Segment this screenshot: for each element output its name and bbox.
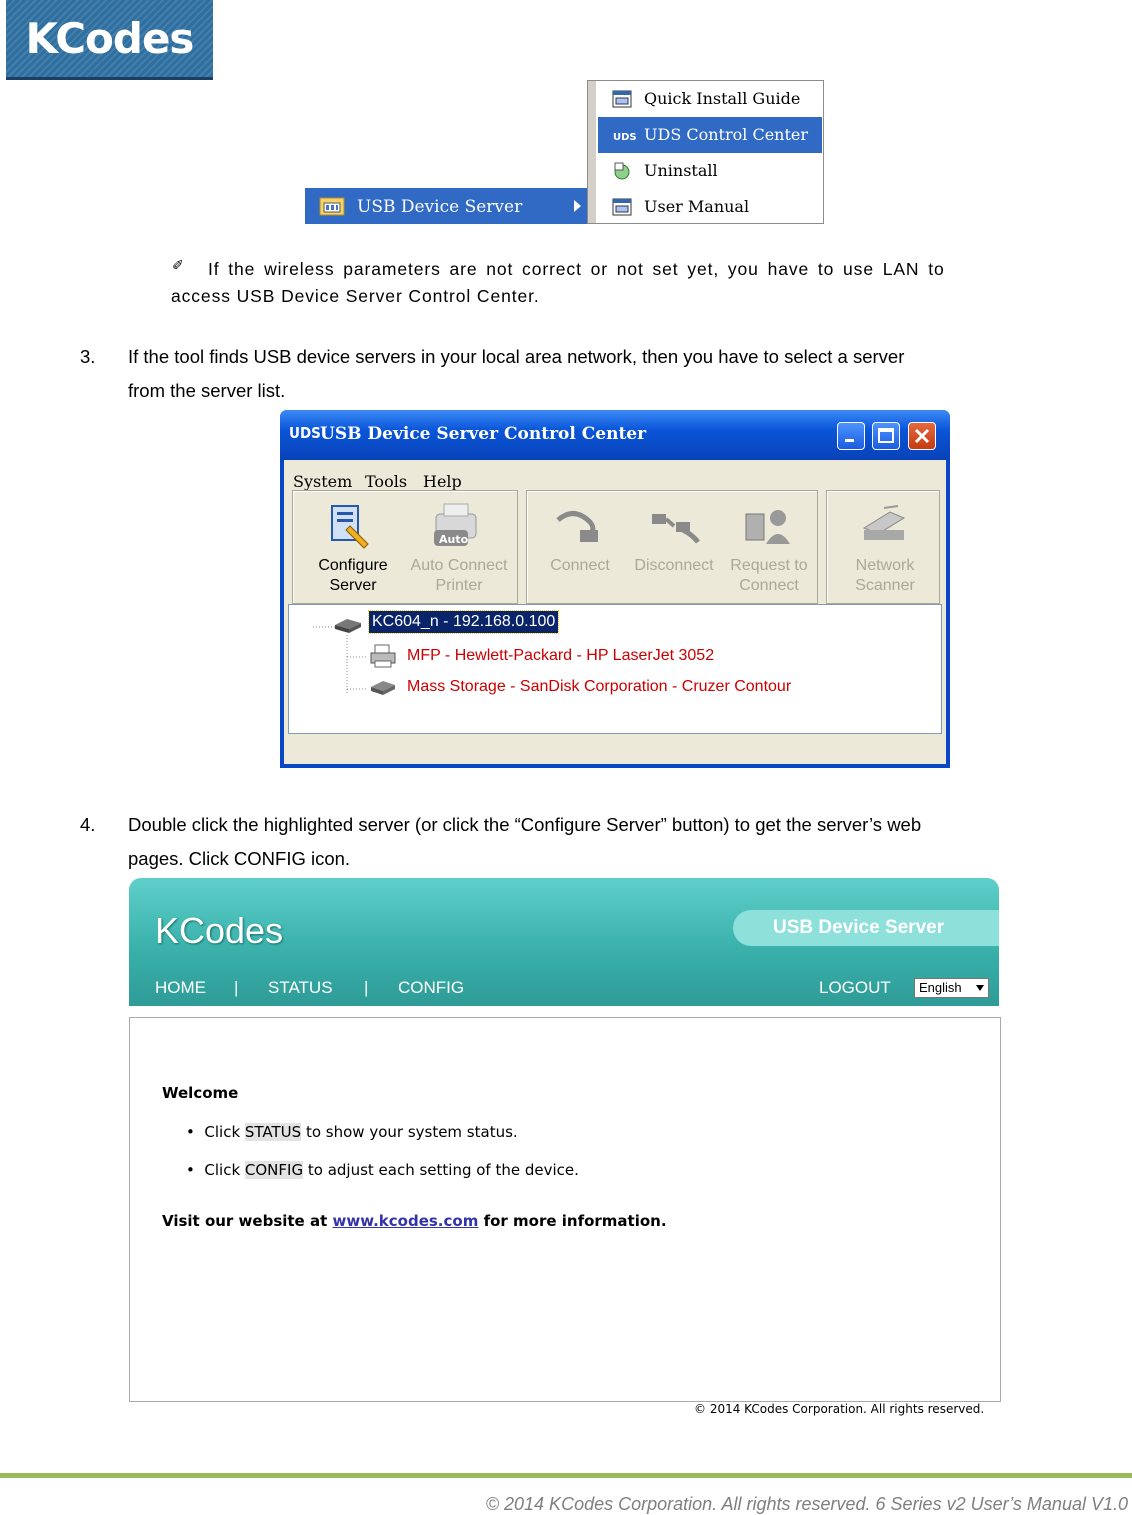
window-title: USB Device Server Control Center — [320, 424, 647, 444]
menu-tools[interactable]: Tools — [365, 472, 408, 491]
menu-item-quick-install-guide[interactable] — [598, 81, 822, 117]
document-icon — [612, 197, 632, 217]
web-copyright: © 2014 KCodes Corporation. All rights reserved. — [694, 1402, 985, 1416]
kcodes-logo — [6, 0, 213, 80]
language-select[interactable] — [914, 978, 989, 998]
program-folder-icon — [319, 195, 345, 217]
product-badge — [733, 910, 999, 946]
network-scanner-icon — [860, 504, 910, 548]
nav-status[interactable]: STATUS — [268, 978, 333, 997]
close-button[interactable] — [908, 422, 936, 450]
usb-device-server-submenu — [587, 80, 824, 224]
nav-separator: | — [364, 978, 369, 997]
menu-item-user-manual[interactable] — [598, 189, 822, 225]
step-4-line2: pages. Click CONFIG icon. — [128, 848, 351, 869]
auto-connect-printer-button[interactable] — [400, 556, 518, 596]
auto-connect-printer-icon — [428, 500, 488, 552]
page-footer: © 2014 KCodes Corporation. All rights reserved. 6 Series v2 User’s Manual V1.0 — [485, 1494, 1128, 1514]
start-menu-usb-device-server[interactable] — [305, 188, 589, 224]
nav-separator: | — [234, 978, 239, 997]
web-brand: KCodes — [155, 910, 284, 951]
server-device-icon — [333, 617, 363, 635]
config-link[interactable]: CONFIG — [244, 1161, 304, 1179]
window-body — [284, 460, 946, 764]
menu-item-label: Uninstall — [644, 161, 718, 180]
toolbar-label: Auto Connect — [410, 557, 508, 574]
product-name: USB Device Server — [773, 917, 945, 938]
dropdown-arrow-icon — [976, 985, 984, 991]
toolbar-label: Request to — [730, 557, 808, 574]
disconnect-button[interactable] — [628, 556, 720, 576]
pencil-bullet-icon: ✐ — [172, 258, 185, 274]
start-menu-parent-label: USB Device Server — [357, 197, 523, 217]
uninstall-icon — [612, 161, 632, 181]
menu-item-label: Quick Install Guide — [644, 89, 801, 108]
step-3-line2: from the server list. — [128, 380, 286, 401]
menu-item-uninstall[interactable] — [598, 153, 822, 189]
menu-item-label: User Manual — [644, 197, 750, 216]
toolbar-label: Printer — [435, 577, 483, 594]
server-item-kc604[interactable]: KC604_n - 192.168.0.100 — [369, 611, 558, 633]
network-scanner-button[interactable] — [840, 556, 930, 596]
configure-server-button[interactable] — [308, 556, 398, 596]
close-icon — [909, 423, 935, 449]
web-config-screenshot — [129, 878, 1000, 1416]
nav-config[interactable]: CONFIG — [398, 978, 465, 997]
maximize-button[interactable] — [872, 422, 900, 450]
maximize-icon — [873, 423, 899, 449]
step-4-number: 4. — [80, 814, 96, 835]
step-3-number: 3. — [80, 346, 96, 367]
bullet-text: Click — [204, 1123, 245, 1141]
step-4-line1: Double click the highlighted server (or click the “Configure Server” button) to get the server’s web — [128, 814, 922, 835]
web-header — [129, 878, 999, 1006]
visit-website-text — [162, 1212, 667, 1230]
language-value: English — [919, 980, 962, 995]
uds-icon — [612, 125, 637, 145]
logo-text: KCodes — [25, 14, 194, 63]
note-line2: access USB Device Server Control Center. — [171, 286, 540, 306]
footer-rule — [0, 1473, 1132, 1478]
toolbar-label: Network — [855, 557, 915, 574]
welcome-bullet-status: • Click STATUS to show your system status. — [186, 1123, 518, 1141]
menu-item-uds-control-center[interactable] — [598, 117, 822, 153]
submenu-arrow-icon — [574, 200, 581, 212]
kcodes-website-link[interactable]: www.kcodes.com — [332, 1212, 479, 1230]
welcome-heading: Welcome — [162, 1084, 239, 1102]
device-item-mass-storage[interactable]: Mass Storage - SanDisk Corporation - Cruzer Contour — [407, 678, 792, 695]
disconnect-icon — [650, 506, 702, 546]
toolbar-label: Server — [329, 577, 377, 594]
connect-button[interactable] — [542, 556, 618, 576]
toolbar-label: Configure — [318, 557, 388, 574]
minimize-icon — [838, 423, 864, 449]
request-to-connect-icon — [744, 504, 794, 548]
bullet-text: to show your system status. — [301, 1123, 518, 1141]
svg-text:UDS: UDS — [613, 132, 637, 143]
visit-post: for more information. — [478, 1212, 667, 1230]
printer-icon — [369, 643, 397, 669]
visit-pre: Visit our website at — [162, 1212, 333, 1230]
auto-badge: Auto — [439, 533, 469, 546]
device-item-mfp[interactable]: MFP - Hewlett-Packard - HP LaserJet 3052 — [407, 647, 715, 664]
nav-home[interactable]: HOME — [155, 978, 206, 997]
bullet-text: to adjust each setting of the device. — [303, 1161, 579, 1179]
window-title-bar[interactable] — [280, 410, 950, 460]
bullet-text: Click — [204, 1161, 245, 1179]
uds-title-logo: UDS — [289, 424, 321, 442]
toolbar-label: Connect — [550, 557, 610, 574]
toolbar-label: Scanner — [855, 577, 915, 594]
welcome-bullet-config: • Click CONFIG to adjust each setting of the device. — [186, 1161, 579, 1179]
storage-icon — [369, 679, 397, 697]
menu-help[interactable]: Help — [423, 472, 462, 491]
web-content — [129, 1017, 1001, 1402]
request-to-connect-button[interactable] — [724, 556, 814, 596]
uds-control-center-window — [280, 410, 950, 768]
toolbar-label: Connect — [739, 577, 799, 594]
server-tree — [288, 604, 942, 734]
menu-system[interactable]: System — [293, 472, 353, 491]
configure-server-icon — [328, 502, 372, 550]
note-line1: If the wireless parameters are not correct or not set yet, you have to use LAN to — [208, 259, 945, 279]
connect-icon — [554, 506, 604, 546]
status-link[interactable]: STATUS — [244, 1123, 302, 1141]
minimize-button[interactable] — [837, 422, 865, 450]
document-icon — [612, 89, 632, 109]
nav-logout[interactable]: LOGOUT — [819, 978, 891, 997]
toolbar-label: Disconnect — [634, 557, 714, 574]
step-3-line1: If the tool finds USB device servers in your local area network, then you have to select a server — [128, 346, 905, 367]
menu-item-label: UDS Control Center — [644, 125, 809, 144]
